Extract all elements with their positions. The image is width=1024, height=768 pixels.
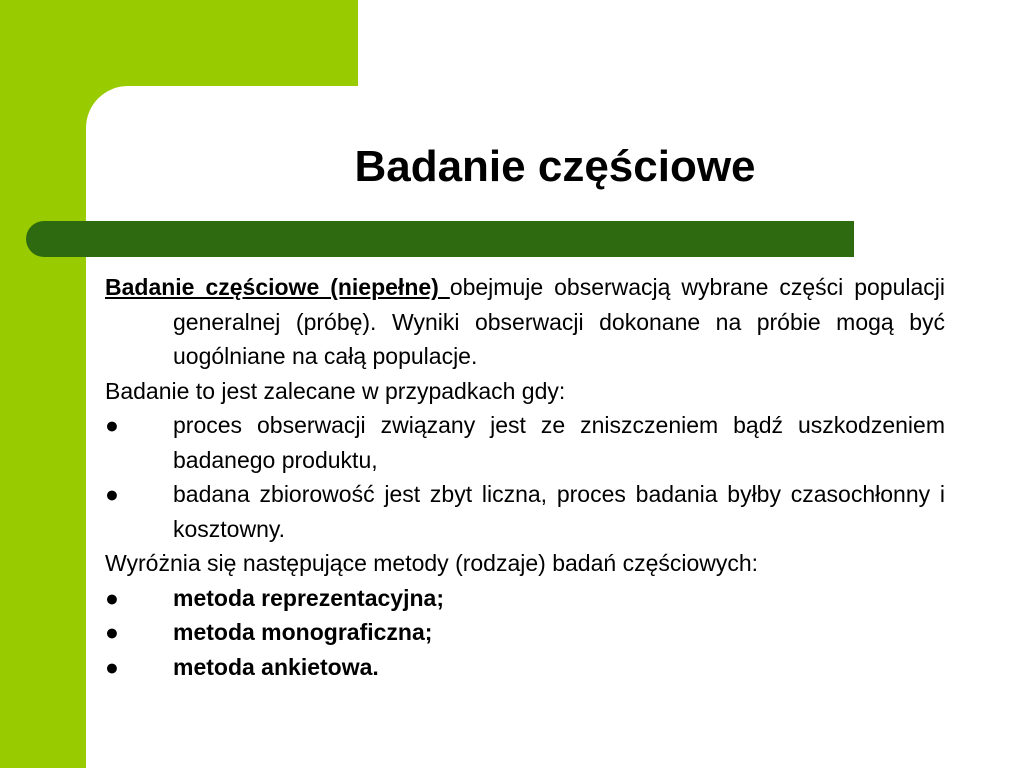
list-item [105,408,945,477]
title-underline-bar [26,221,854,257]
bullet-icon: ● [105,481,119,507]
method-name: metoda ankietowa. [173,653,379,680]
bullet-icon: ● [105,653,119,680]
method-item [105,650,945,685]
slide-content [105,270,945,684]
bullet-icon: ● [105,412,119,438]
method-name: metoda monograficzna; [173,619,433,645]
recommendation-intro: Badanie to jest zalecane w przypadkach gdy: [105,377,566,404]
list-item-text: proces obserwacji związany jest ze zniszczeniem bądź uszkodzeniem badanego produktu, [173,412,945,473]
bullet-icon: ● [105,584,119,611]
definition-term: Badanie częściowe (niepełne) [105,274,450,300]
methods-intro: Wyróżnia się następujące metody (rodzaje) badań częściowych: [105,550,759,576]
list-item [105,477,945,546]
method-item [105,581,945,616]
left-green-band [0,0,86,768]
list-item-text: badana zbiorowość jest zbyt liczna, proces badania byłby czasochłonny i kosztowny. [173,481,945,542]
method-item [105,615,945,650]
definition-text: obejmuje obserwacją wybrane części populacji generalnej (próbę). Wyniki obserwacji dokonane na próbie mogą być uogólniane na całą populacje. [173,274,945,369]
definition-paragraph [105,270,945,374]
bullet-icon: ● [105,619,119,645]
method-name: metoda reprezentacyjna; [173,584,444,611]
slide-title: Badanie częściowe [354,142,756,191]
